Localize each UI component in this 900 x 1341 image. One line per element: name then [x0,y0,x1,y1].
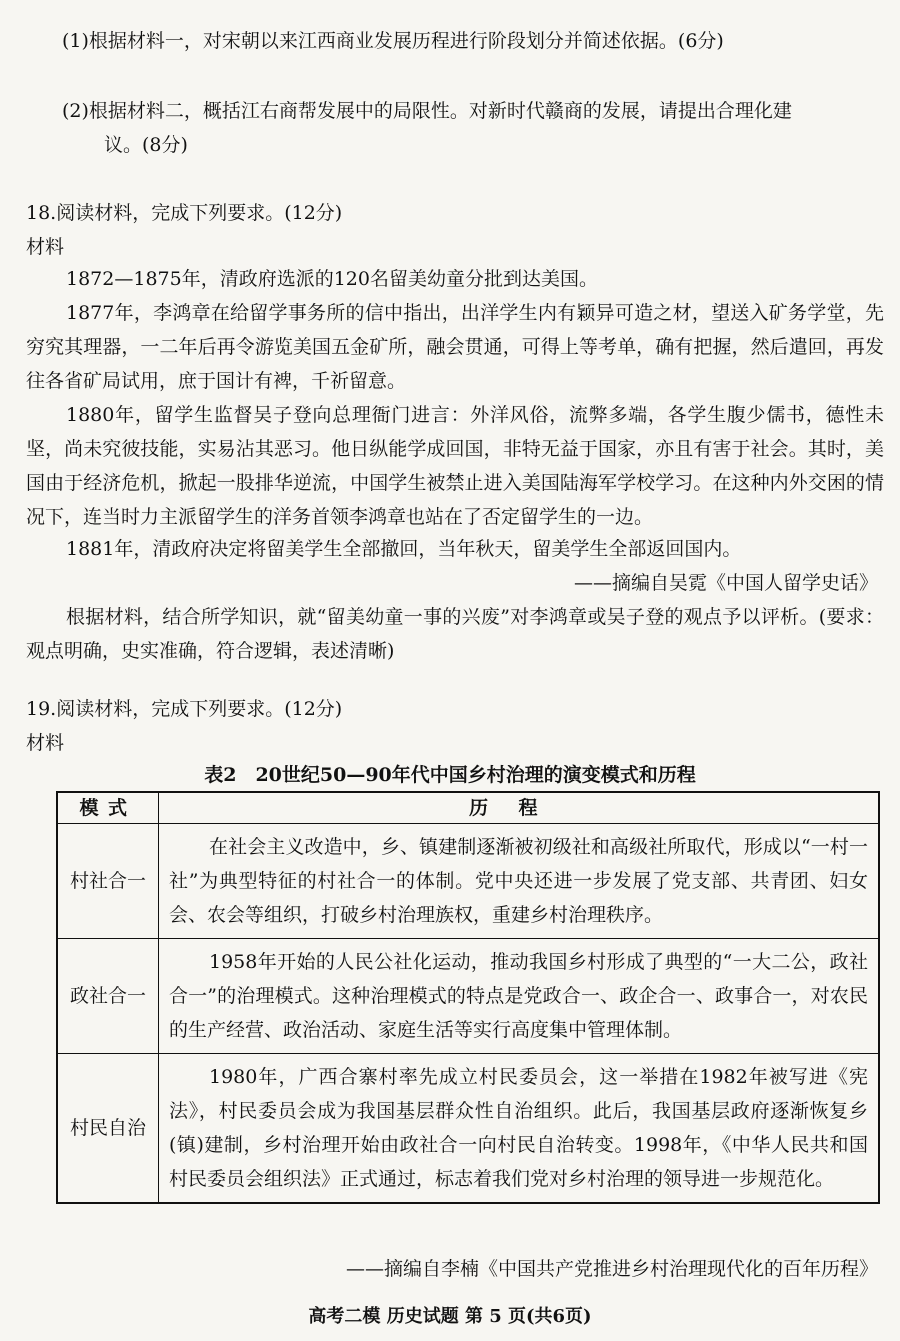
table-cell-desc-text: 在社会主义改造中，乡、镇建制逐渐被初级社和高级社所取代，形成以“一村一社”为典型特征的村社合一的体制。党中央还进一步发展了党支部、共青团、妇女会、农会等组织，打破乡村治理族权，重建乡村治理秩序。 [169,836,868,926]
table-cell-desc [159,1054,880,1204]
table-row [57,824,879,939]
q18-task: 根据材料，结合所学知识，就“留美幼童一事的兴废”对李鸿章或吴子登的观点予以评析。(要求：观点明确，史实准确，符合逻辑，表述清晰) [26,606,884,662]
table-cell-desc-text: 1980年，广西合寨村率先成立村民委员会，这一举措在1982年被写进《宪法》，村民委员会成为我国基层群众性自治组织。此后，我国基层政府逐渐恢复乡(镇)建制，乡村治理开始由政社合一向村民自治转变。1998年，《中华人民共和国村民委员会组织法》正式通过，标志着我们党对乡村治理的领导进一步规范化。 [169,1066,868,1190]
governance-table [56,791,880,1204]
q17-sub2-line2: 议。(8分) [104,134,188,156]
table-header-mode: 模式 [57,792,159,824]
q18-paragraph-4: 1881年，清政府决定将留美学生全部撤回，当年秋天，留美学生全部返回国内。 [66,538,742,560]
q18-paragraph-2: 1877年，李鸿章在给留学事务所的信中指出，出洋学生内有颖异可造之材，望送入矿务学堂，先穷究其理器，一二年后再令游览美国五金矿所，融会贯通，可得上等考单，确有把握，然后遣回，再发往各省矿局试用，庶于国计有裨，千祈留意。 [26,302,884,392]
table-cell-desc [159,824,880,939]
table-row [57,939,879,1054]
table-row [57,1054,879,1204]
table-caption: 表2 20世纪50—90年代中国乡村治理的演变模式和历程 [204,764,696,786]
table-header-row [57,792,879,824]
table-cell-mode: 村民自治 [57,1054,159,1204]
q18-source: ——摘编自吴霓《中国人留学史话》 [573,572,878,594]
q19-material-label: 材料 [26,732,65,754]
q19-title: 19.阅读材料，完成下列要求。(12分) [26,698,343,720]
table-cell-mode: 政社合一 [57,939,159,1054]
q18-paragraph-1: 1872—1875年，清政府选派的120名留美幼童分批到达美国。 [66,268,598,290]
q18-material-label: 材料 [26,236,65,258]
table-header-history: 历程 [159,792,880,824]
table-cell-desc [159,939,880,1054]
q19-source: ——摘编自李楠《中国共产党推进乡村治理现代化的百年历程》 [345,1258,878,1280]
q18-title: 18.阅读材料，完成下列要求。(12分) [26,202,343,224]
q18-paragraph-3: 1880年，留学生监督吴子登向总理衙门进言：外洋风俗，流弊多端，各学生腹少儒书，德性未坚，尚未究彼技能，实易沾其恶习。他日纵能学成回国，非特无益于国家，亦且有害于社会。其时，美国由于经济危机，掀起一股排华逆流，中国学生被禁止进入美国陆海军学校学习。在这种内外交困的情况下，连当时力主派留学生的洋务首领李鸿章也站在了否定留学生的一边。 [26,404,884,528]
q17-sub2-line1: (2)根据材料二，概括江右商帮发展中的局限性。对新时代赣商的发展，请提出合理化建 [62,100,792,122]
q17-sub1: (1)根据材料一，对宋朝以来江西商业发展历程进行阶段划分并简述依据。(6分) [62,30,724,52]
q17-sub2 [62,94,882,162]
table-cell-mode: 村社合一 [57,824,159,939]
table-cell-desc-text: 1958年开始的人民公社化运动，推动我国乡村形成了典型的“一大二公，政社合一”的治理模式。这种治理模式的特点是党政合一、政企合一、政事合一，对农民的生产经营、政治活动、家庭生活等实行高度集中管理体制。 [169,951,868,1041]
page-footer: 高考二模 历史试题 第 5 页(共6页) [308,1306,592,1327]
